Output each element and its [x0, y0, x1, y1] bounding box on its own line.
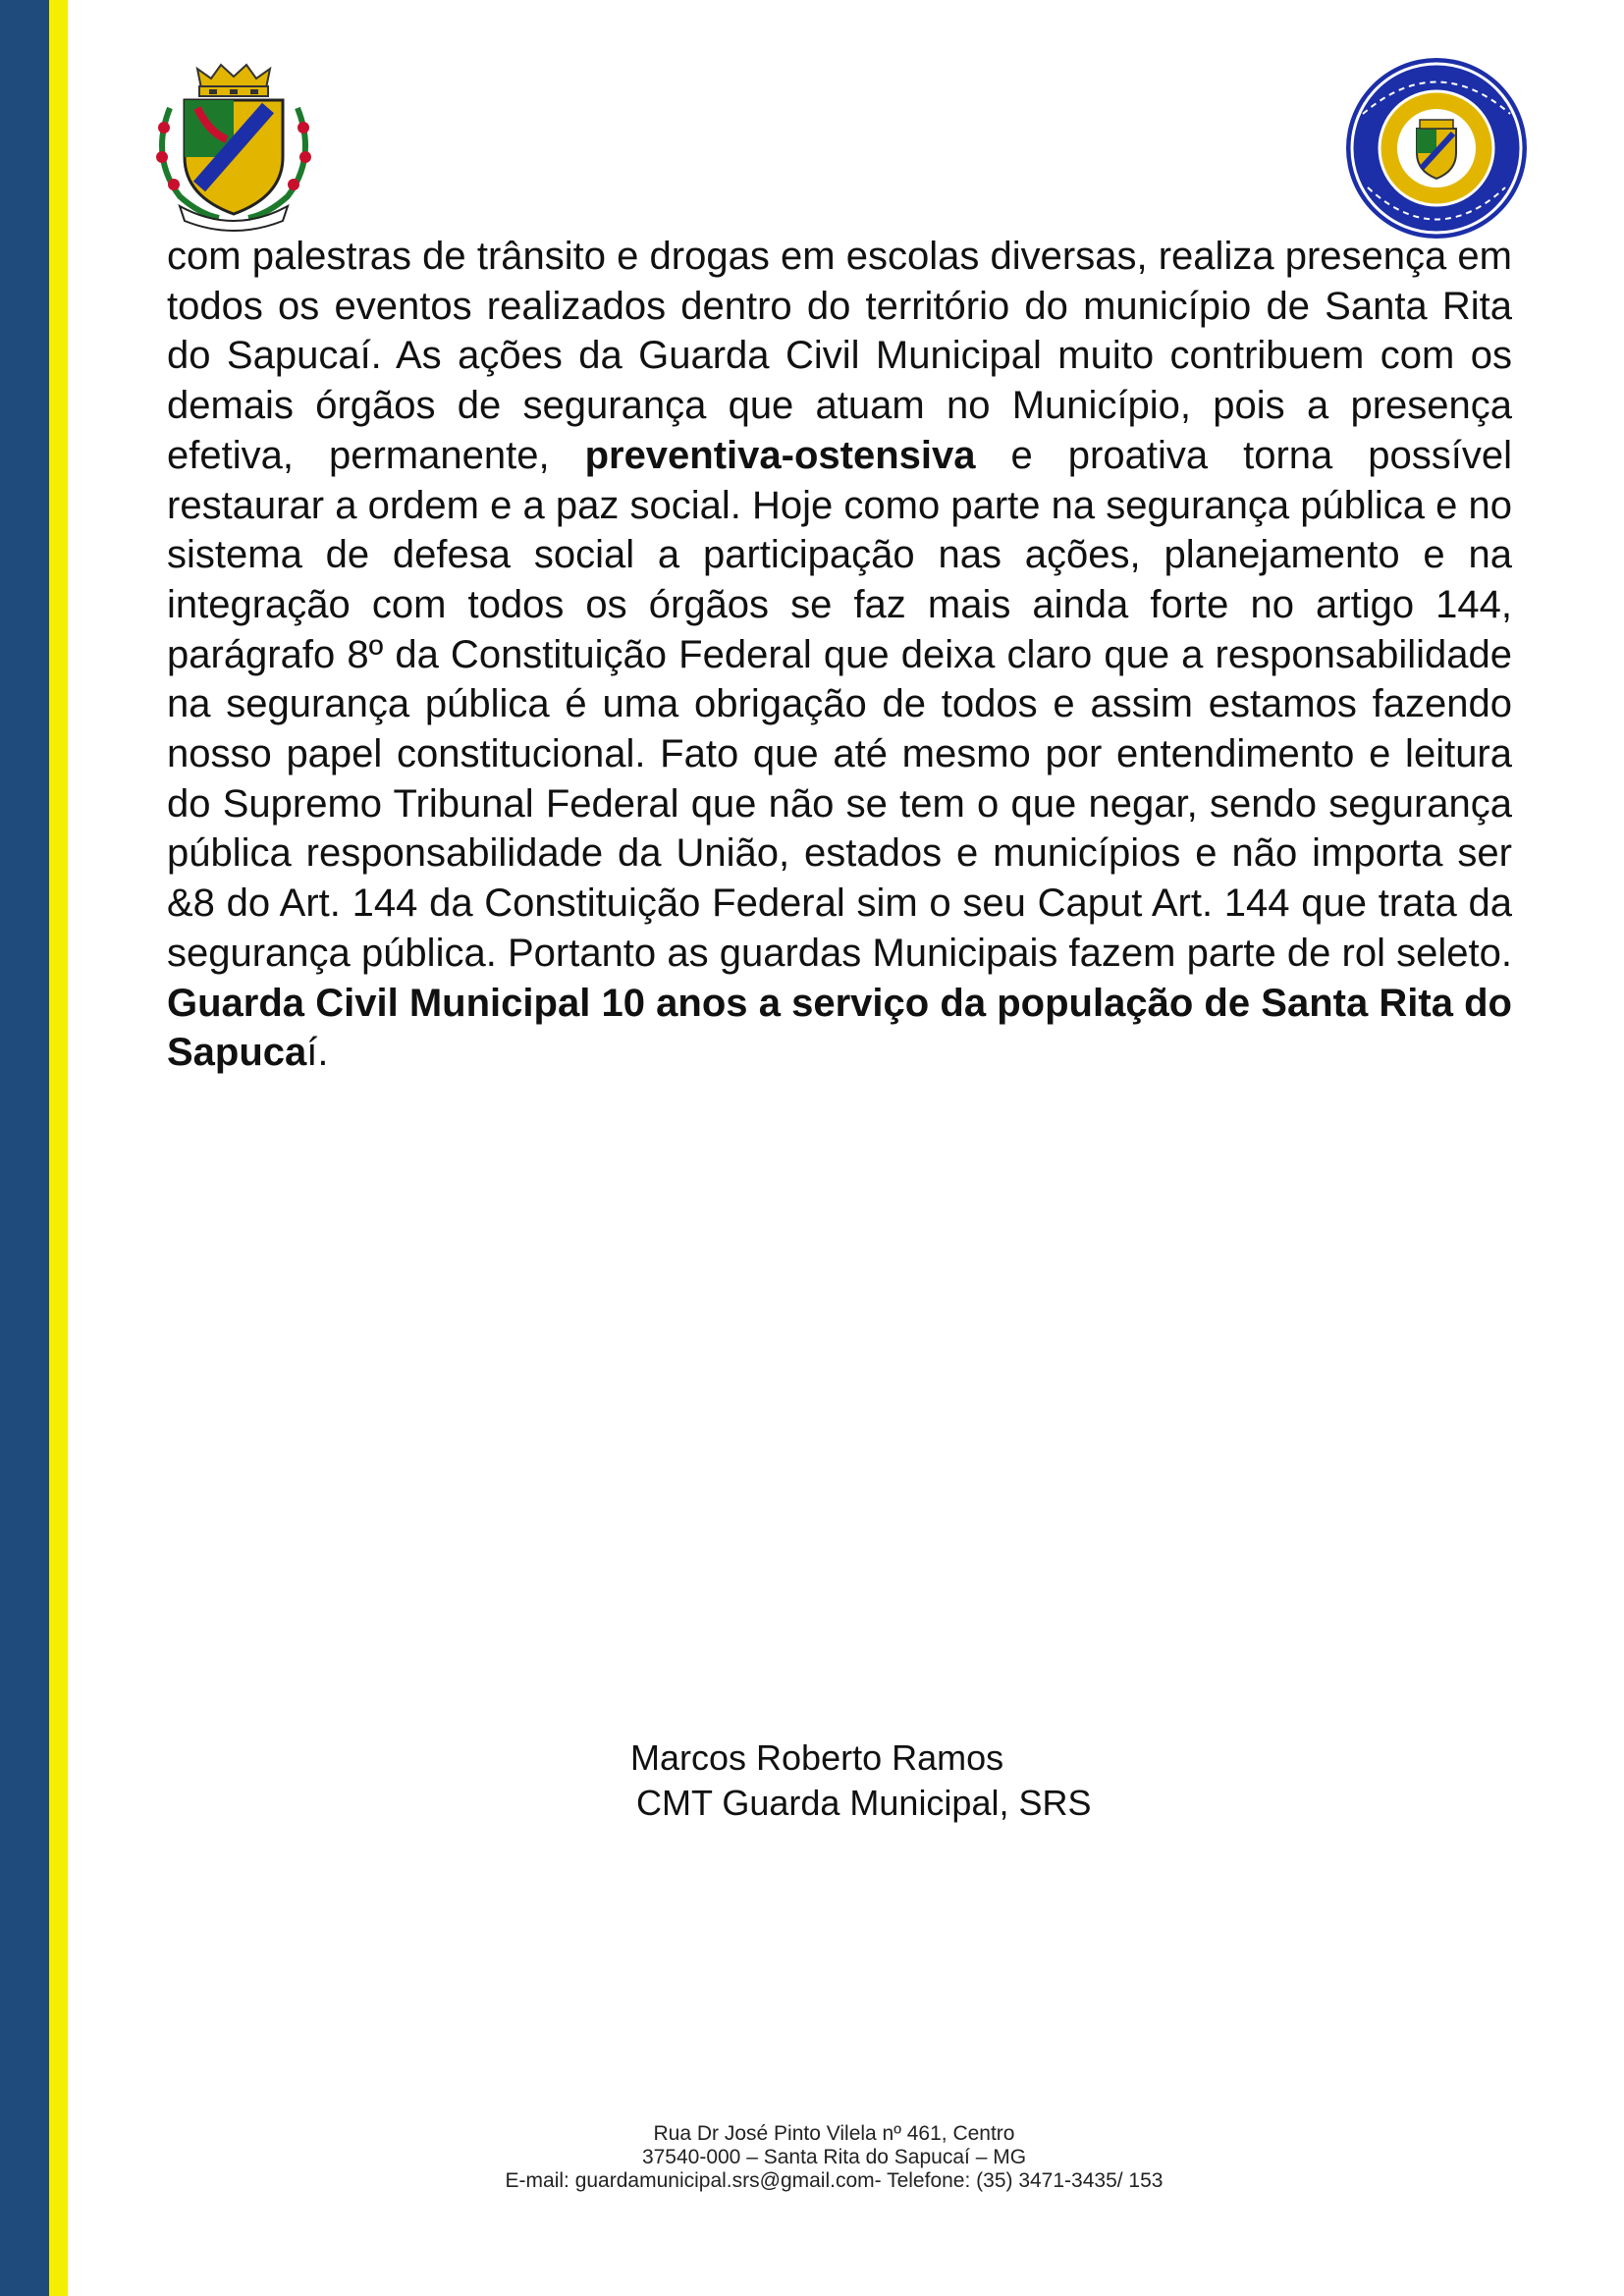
left-margin-blue-stripe	[0, 0, 49, 2296]
footer-address	[0, 2122, 1624, 2193]
body-bold-closing: Guarda Civil Municipal 10 anos a serviço da população de Santa Rita do Sapuca	[167, 981, 1512, 1075]
footer-street: Rua Dr José Pinto Vilela nº 461, Centro	[653, 2122, 1015, 2145]
signature-block	[630, 1735, 1092, 1826]
municipal-coat-of-arms-icon	[140, 49, 327, 236]
signature-name: Marcos Roberto Ramos	[630, 1737, 1004, 1778]
body-text-part-1: com palestras de trânsito e drogas em escolas diversas, realiza presença em todos os eventos realizados dentro do território do município de Santa Rita do Sapucaí. As ações da Guarda Civil Municipal muito contribuem com os demais órgãos de segurança que atuam no Município, pois a presença efetiva, permanente,	[167, 235, 1512, 477]
body-paragraph	[167, 232, 1512, 1078]
body-text-part-2: e proativa torna possível restaurar a ordem e a paz social. Hoje como parte na segurança pública e no sistema de defesa social a participação nas ações, planejamento e na integração com todos os órgãos se faz mais ainda forte no artigo 144, parágrafo 8º da Constituição Federal que deixa claro que a responsabilidade na segurança pública é uma obrigação de todos e assim estamos fazendo nosso papel constitucional. Fato que até mesmo por entendimento e leitura do Supremo Tribunal Federal que não se tem o que negar, sendo segurança pública responsabilidade da União, estados e municípios e não importa ser &8 do Art. 144 da Constituição Federal sim o seu Caput Art. 144 que trata da segurança pública. Portanto as guardas Municipais fazem parte de rol seleto.	[167, 433, 1512, 975]
footer-contact: E-mail: guardamunicipal.srs@gmail.com- Telefone: (35) 3471-3435/ 153	[505, 2169, 1164, 2192]
body-bold-preventiva: preventiva-ostensiva	[584, 433, 976, 477]
body-text-part-3: í.	[306, 1031, 329, 1075]
guard-municipal-badge-icon	[1343, 55, 1530, 241]
left-margin-yellow-stripe	[49, 0, 68, 2296]
signature-role: CMT Guarda Municipal, SRS	[636, 1783, 1092, 1823]
document-body	[167, 232, 1512, 1078]
footer-city: 37540-000 – Santa Rita do Sapucaí – MG	[641, 2146, 1027, 2168]
